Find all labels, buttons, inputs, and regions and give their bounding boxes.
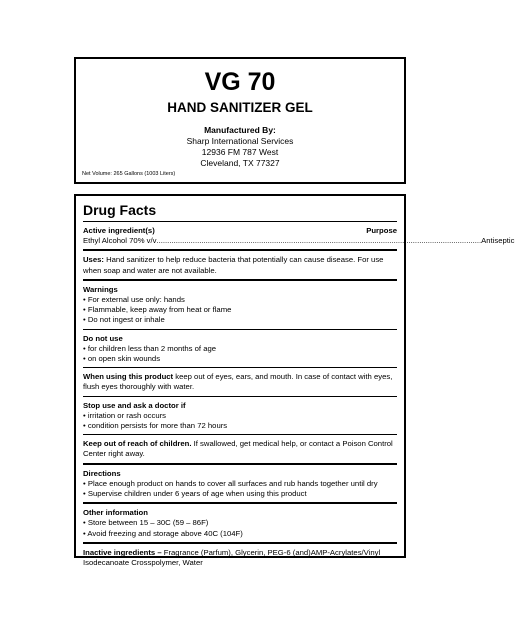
- inactive-ingredients-heading: Inactive ingredients –: [83, 547, 162, 557]
- active-ingredient-value: Ethyl Alcohol 70% v/v: [83, 236, 157, 246]
- warning-item: • Flammable, keep away from heat or flame: [83, 305, 232, 315]
- inactive-ingredients-text: Fragrance (Parfum), Glycerin, PEG-6 (and)AMP-Acrylates/Vinyl Isodecanoate Crosspolymer, Water: [83, 547, 381, 568]
- keep-out-text: If swallowed, get medical help, or contact a Poison Control Center right away.: [83, 439, 393, 459]
- manufacturer-name: Sharp International Services: [186, 136, 294, 146]
- do-not-use-item: • on open skin wounds: [83, 354, 161, 364]
- drug-facts-panel: [74, 194, 515, 568]
- net-volume: Net Volume: 265 Gallons (1003 Liters): [82, 171, 176, 177]
- stop-use-heading: Stop use and ask a doctor if: [83, 400, 186, 410]
- active-ingredient-heading: Active ingredient(s): [83, 226, 155, 235]
- product-name: VG 70: [204, 68, 276, 96]
- purpose-value: Antiseptic: [481, 236, 515, 246]
- when-using-heading: When using this product: [83, 372, 174, 382]
- product-label: [74, 57, 406, 184]
- directions-item: • Place enough product on hands to cover all surfaces and rub hands together until dry: [83, 478, 378, 488]
- do-not-use-heading: Do not use: [83, 333, 123, 343]
- drug-facts-title: Drug Facts: [83, 201, 397, 222]
- manufacturer-street: 12936 FM 787 West: [201, 147, 279, 157]
- other-info-heading: Other information: [83, 508, 148, 518]
- other-info-item: • Avoid freezing and storage above 40C (104F): [83, 528, 243, 538]
- stop-use-section: [83, 397, 397, 436]
- other-info-item: • Store between 15 – 30C (59 – 86F): [83, 518, 209, 528]
- product-subtitle: HAND SANITIZER GEL: [167, 100, 313, 115]
- when-using-text: keep out of eyes, ears, and mouth. In case of contact with eyes, flush eyes thoroughly with water.: [83, 372, 393, 392]
- manufacturer-city: Cleveland, TX 77327: [200, 158, 280, 168]
- warnings-section: [83, 281, 397, 330]
- do-not-use-section: [83, 330, 397, 369]
- warning-item: • Do not ingest or inhale: [83, 315, 165, 325]
- stop-use-item: • irritation or rash occurs: [83, 410, 167, 420]
- inactive-ingredients-section: [83, 544, 397, 571]
- when-using-section: [83, 368, 397, 396]
- manufacturer-heading: Manufactured By:: [204, 125, 276, 135]
- purpose-heading: Purpose: [366, 226, 397, 235]
- directions-section: [83, 465, 397, 505]
- do-not-use-item: • for children less than 2 months of age: [83, 343, 217, 353]
- stop-use-item: • condition persists for more than 72 hours: [83, 421, 228, 431]
- warning-item: • For external use only: hands: [83, 295, 185, 305]
- keep-out-heading: Keep out of reach of children.: [83, 439, 192, 449]
- directions-item: • Supervise children under 6 years of age when using this product: [83, 489, 307, 499]
- uses-heading: Uses:: [83, 255, 104, 265]
- keep-out-section: [83, 435, 397, 464]
- dot-leader: ........................................................................................................................................................: [156, 236, 482, 246]
- uses-text: Hand sanitizer to help reduce bacteria that potentially can cause disease. For use when soap and water are not available.: [83, 255, 384, 275]
- uses-section: [83, 251, 397, 280]
- warnings-heading: Warnings: [83, 284, 118, 294]
- other-info-section: [83, 504, 397, 544]
- active-ingredient-section: [83, 222, 515, 251]
- directions-heading: Directions: [83, 468, 121, 478]
